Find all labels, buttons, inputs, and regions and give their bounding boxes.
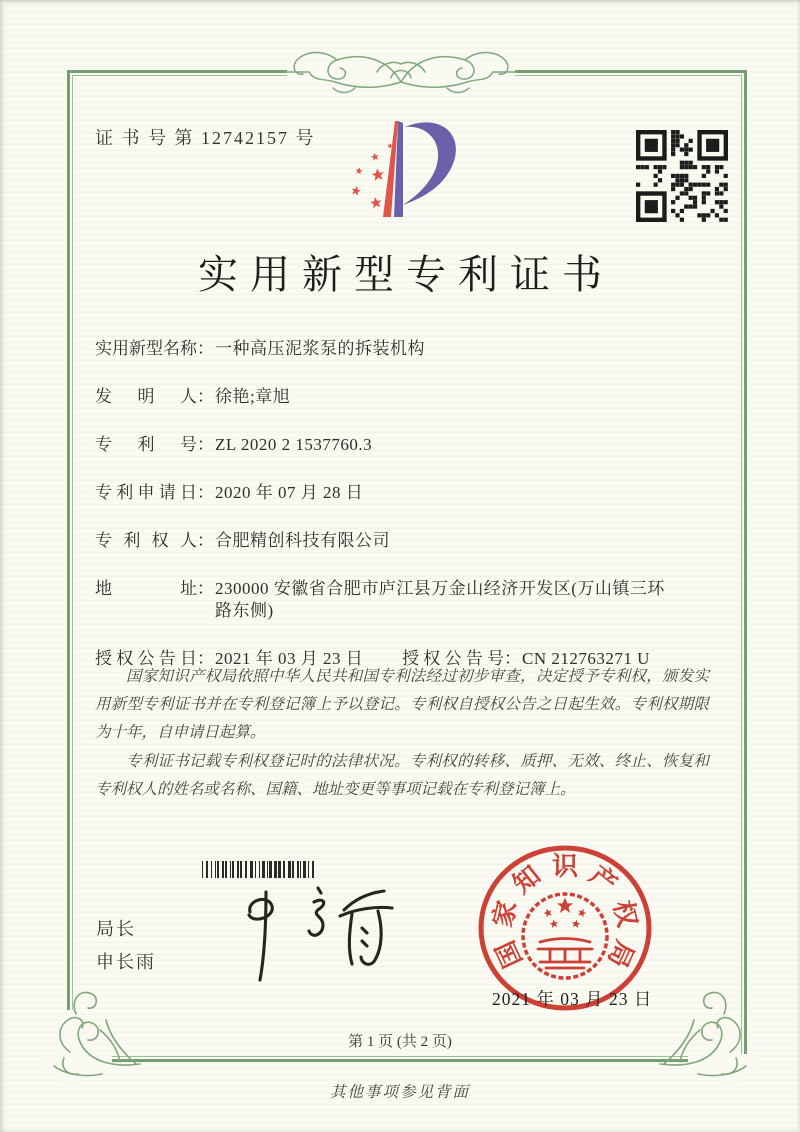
field-value: 合肥精创科技有限公司	[215, 531, 390, 550]
field-label: 实用新型名称	[95, 339, 197, 358]
certificate-fields	[95, 338, 667, 670]
field-label: 授权公告号	[402, 649, 504, 668]
field-value: 2020 年 07 月 28 日	[215, 483, 364, 502]
field-colon: ：	[197, 531, 214, 550]
field-colon: ：	[197, 435, 214, 454]
director-signature	[226, 878, 402, 993]
field-label: 发明人	[95, 387, 197, 406]
field-value: 2021 年 03 月 23 日	[215, 649, 364, 668]
field-inventor	[95, 386, 667, 408]
field-utility-model-name	[95, 338, 667, 360]
field-patentee	[95, 530, 667, 552]
certificate-title: 实用新型专利证书	[198, 252, 614, 297]
svg-text:产: 产	[583, 859, 623, 900]
qr-code	[636, 130, 728, 222]
field-application-date	[95, 482, 667, 504]
field-colon: ：	[197, 387, 214, 406]
field-colon: ：	[197, 579, 214, 598]
officer-title: 局长	[96, 919, 136, 939]
field-value: CN 212763271 U	[522, 649, 650, 668]
svg-text:识: 识	[551, 851, 579, 881]
field-colon: ：	[197, 339, 214, 358]
cnipa-logo-icon	[343, 113, 471, 225]
field-colon: ：	[504, 649, 521, 668]
field-label: 专利权人	[95, 531, 197, 550]
certificate-number: 证 书 号 第 12742157 号	[95, 128, 316, 148]
field-colon: ：	[197, 483, 214, 502]
legal-paragraph-2: 专利证书记载专利权登记时的法律状况。专利权的转移、质押、无效、终止、恢复和专利权人的姓名或名称、国籍、地址变更等事项记载在专利登记簿上。	[95, 752, 709, 798]
field-label: 专利号	[95, 435, 197, 454]
field-label: 地址	[95, 579, 197, 598]
field-address	[95, 578, 667, 622]
svg-text:家: 家	[487, 897, 523, 930]
legal-text	[95, 663, 709, 804]
back-side-note: 其他事项参见背面	[329, 1084, 470, 1101]
officer-name: 申长雨	[96, 952, 156, 972]
barcode	[202, 861, 314, 878]
field-value: 一种高压泥浆泵的拆装机构	[215, 339, 425, 358]
svg-text:权: 权	[607, 897, 643, 930]
svg-text:局: 局	[602, 936, 641, 973]
legal-paragraph-1: 国家知识产权局依照中华人民共和国专利法经过初步审查，决定授予专利权，颁发实用新型专利证书并在专利登记簿上予以登记。专利权自授权公告之日起生效。专利权期限为十年，自申请日起算。	[95, 668, 709, 742]
svg-text:国: 国	[489, 936, 528, 973]
field-patent-number	[95, 434, 667, 456]
field-colon: ：	[197, 649, 214, 668]
officer-block	[96, 913, 156, 979]
field-label: 授权公告日	[95, 649, 197, 668]
svg-text:知: 知	[507, 859, 547, 900]
field-value: 230000 安徽省合肥市庐江县万金山经济开发区(万山镇三环路东侧)	[215, 579, 665, 620]
seal-date: 2021 年 03 月 23 日	[492, 989, 653, 1009]
page-number: 第 1 页 (共 2 页)	[348, 1034, 452, 1050]
field-value: 徐艳;章旭	[215, 387, 291, 406]
top-flourish-ornament	[281, 42, 521, 100]
field-value: ZL 2020 2 1537760.3	[215, 435, 373, 454]
field-label: 专利申请日	[95, 483, 197, 502]
